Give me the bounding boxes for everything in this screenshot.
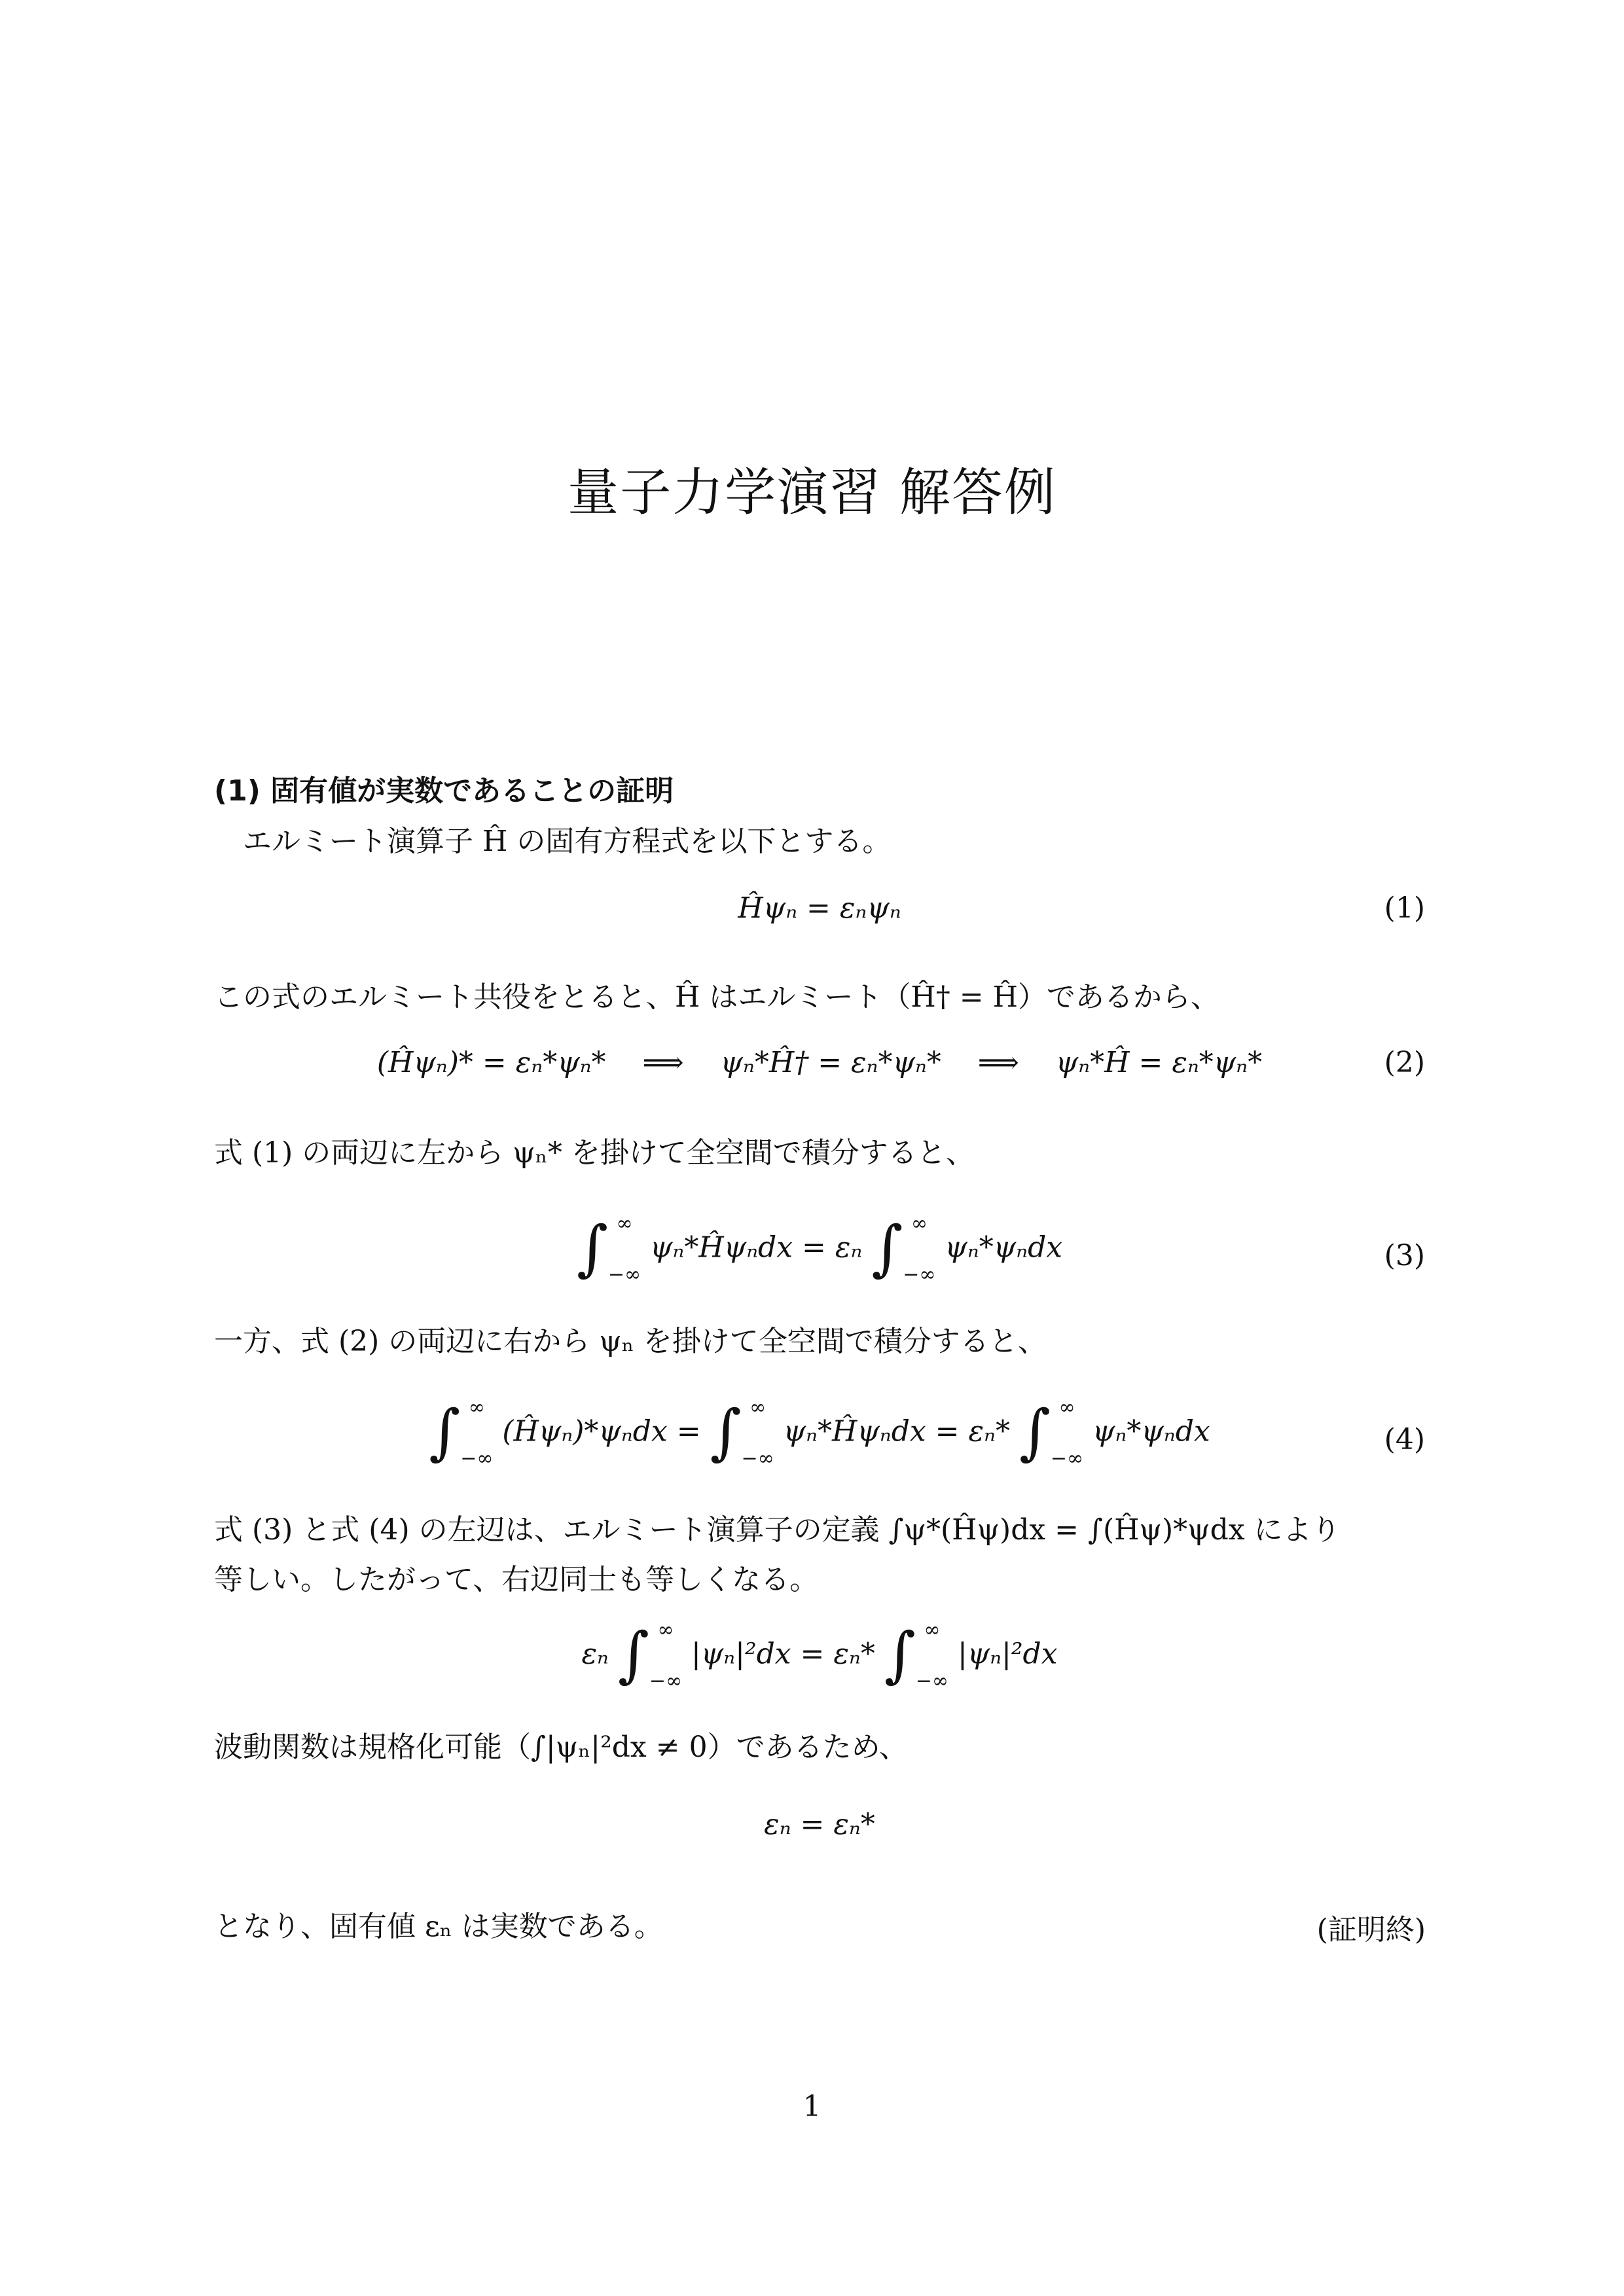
- paragraph-hermitian-definition: [214, 1505, 1425, 1605]
- equation-3-right: ψₙ*ψₙdx: [945, 1230, 1063, 1265]
- integral-sign: ∫: [576, 1213, 608, 1283]
- integral-sign: ∫: [710, 1397, 742, 1467]
- equation-5-middle: |ψₙ|²dx = εₙ*: [691, 1637, 875, 1671]
- integral-limits: ∞ −∞: [915, 1619, 948, 1693]
- equation-5: [214, 1621, 1425, 1712]
- qed-mark: (証明終): [1316, 1913, 1426, 1946]
- equation-6: [214, 1808, 1425, 1860]
- equation-3: [214, 1214, 1425, 1306]
- paragraph-hermitian-conjugate: この式のエルミート共役をとると、Ĥ はエルミート（Ĥ† = Ĥ）であるから、: [214, 980, 1219, 1014]
- paragraph-intro: エルミート演算子 Ĥ の固有方程式を以下とする。: [243, 825, 892, 858]
- document-title: 量子力学演習 解答例: [568, 463, 1056, 522]
- paragraph-conclusion: となり、固有値 εₙ は実数である。: [214, 1910, 663, 1943]
- paragraph-normalizable: 波動関数は規格化可能（∫|ψₙ|²dx ≠ 0）であるため、: [214, 1731, 908, 1764]
- section-heading: (1) 固有値が実数であることの証明: [214, 774, 674, 808]
- integral-sign: ∫: [871, 1213, 903, 1283]
- integral-sign: ∫: [617, 1619, 649, 1690]
- equation-4-part-a: (Ĥψₙ)*ψₙdx =: [502, 1414, 701, 1448]
- equation-3-left: ψₙ*Ĥψₙdx = εₙ: [650, 1230, 863, 1265]
- equation-4-number: (4): [1384, 1423, 1425, 1456]
- integral-limits: ∞ −∞: [460, 1396, 494, 1470]
- integral-limits: ∞ −∞: [1050, 1396, 1084, 1470]
- paragraph-multiply-right: 一方、式 (2) の両辺に右から ψₙ を掛けて全空間で積分すると、: [214, 1325, 1047, 1358]
- integral-sign: ∫: [1019, 1397, 1051, 1467]
- paragraph-multiply-left: 式 (1) の両辺に左から ψₙ* を掛けて全空間で積分すると、: [214, 1136, 975, 1170]
- integral-limits: ∞ −∞: [741, 1396, 774, 1470]
- integral-limits: ∞ −∞: [607, 1212, 641, 1286]
- equation-5-end: |ψₙ|²dx: [957, 1637, 1058, 1671]
- equation-3-number: (3): [1384, 1239, 1425, 1272]
- page-number: 1: [803, 2090, 821, 2123]
- integral-limits: ∞ −∞: [649, 1619, 682, 1693]
- paragraph-hermitian-definition-line-1: 式 (3) と式 (4) の左辺は、エルミート演算子の定義 ∫ψ*(Ĥψ)dx = ∫(Ĥψ)*ψdx により: [214, 1513, 1341, 1547]
- equation-4-part-b: ψₙ*Ĥψₙdx = εₙ*: [783, 1414, 1010, 1448]
- equation-5-prefix: εₙ: [581, 1637, 609, 1671]
- equation-2-number: (2): [1384, 1046, 1425, 1079]
- equation-1-body: Ĥψₙ = εₙψₙ: [738, 891, 901, 925]
- equation-1: [214, 891, 1425, 944]
- integral-sign: ∫: [429, 1397, 461, 1467]
- equation-2-body: (Ĥψₙ)* = εₙ*ψₙ* ⟹ ψₙ*Ĥ† = εₙ*ψₙ* ⟹ ψₙ*Ĥ = εₙ*ψₙ*: [376, 1046, 1263, 1079]
- paragraph-hermitian-definition-line-2: 等しい。したがって、右辺同士も等しくなる。: [214, 1563, 819, 1596]
- equation-1-number: (1): [1384, 891, 1425, 925]
- integral-limits: ∞ −∞: [903, 1212, 936, 1286]
- integral-sign: ∫: [884, 1619, 916, 1690]
- equation-4: [214, 1398, 1425, 1490]
- equation-6-body: εₙ = εₙ*: [764, 1808, 875, 1841]
- equation-4-part-c: ψₙ*ψₙdx: [1092, 1414, 1210, 1448]
- equation-2: [214, 1046, 1425, 1098]
